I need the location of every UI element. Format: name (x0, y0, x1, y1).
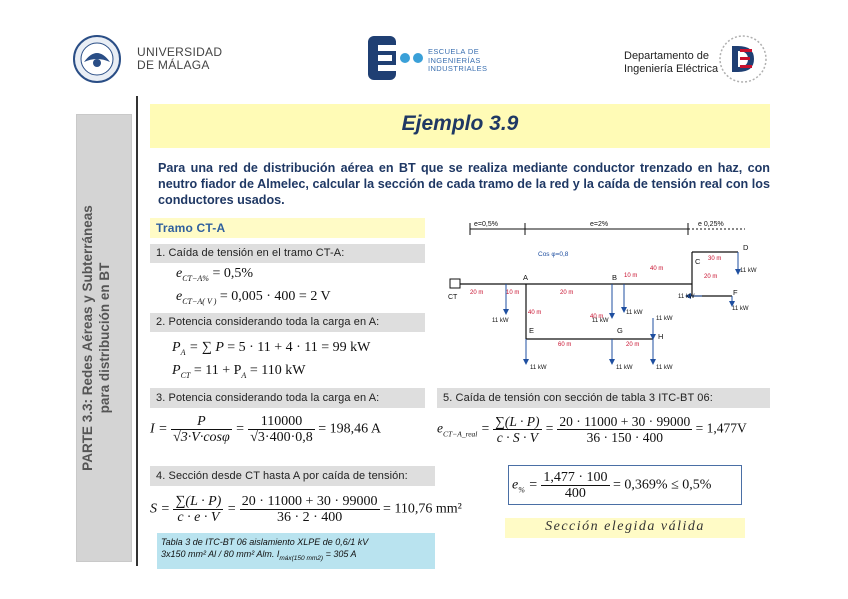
formula-section: S = $\frac{\sum(L \cdot P)}{c \cdot e \cdot V}$ = $\frac{20 \cdot 11000 + 30 \cdot 99000}{36 \cdot 2 \cdot 400}$ = 110,76 mm² (150, 494, 462, 525)
school-name: ESCUELA DE INGENIERÍAS INDUSTRIALES (428, 47, 488, 73)
drop-label-2: e=2% (590, 221, 609, 228)
formula-real-drop: $e_{CT-A\_real}$ = $\frac{\sum(L \cdot P)}{c \cdot S \cdot V}$ = $\frac{20 \cdot 11000 + 30 \cdot 99000}{36 \cdot 150 \cdot 400}$ = 1,477V (437, 414, 747, 445)
formula-power-ct: $P_{CT} = 11 + P_A = 110$ kW (172, 363, 306, 380)
node-f-label: F (733, 288, 738, 297)
load-label-2: 11 kW (626, 310, 643, 316)
department-name: Departamento de Ingeniería Eléctrica (624, 50, 719, 75)
dist-b-1: 10 m (624, 273, 638, 279)
tramo-heading: Tramo CT-A (150, 218, 425, 238)
dist-e-g-2: 60 m (558, 342, 572, 348)
node-d-label: D (743, 243, 749, 252)
dist-c-d: 30 m (708, 256, 722, 262)
node-b-label: B (612, 273, 618, 282)
load-label-6: 11 kW (656, 316, 673, 322)
node-a-label: A (523, 273, 529, 282)
load-label-10: 11 kW (732, 306, 749, 312)
formula-power-a: $P_A$ = ∑ P = 5 · 11 + 4 · 11 = 99 kW (172, 340, 371, 357)
node-ct-label: CT (448, 294, 458, 301)
escuela-ingenierias-logo-icon (368, 36, 424, 80)
step3-label: 3. Potencia considerando toda la carga en A: (150, 388, 425, 408)
formula-current: I = $\frac{P}{√3\cdot V\cdot\cos\varphi}$ = $\frac{110000}{√3\cdot 400\cdot 0,8}$ = 198,46 A (150, 414, 381, 445)
dist-a-b: 20 m (560, 290, 574, 296)
load-label-8: 11 kW (740, 268, 757, 274)
load-label-1: 11 kW (492, 318, 509, 324)
step5-label: 5. Caída de tensión con sección de tabla 3 ITC-BT 06: (437, 388, 770, 408)
departamento-seal-icon (718, 34, 768, 84)
node-e-label: E (529, 326, 535, 335)
ct-transformer (450, 279, 460, 288)
distribution-network-diagram (440, 214, 770, 380)
node-g-label: G (617, 326, 623, 335)
formula-e-volts: $e_{CT-A( V )} = 0,005 \cdot 400 = 2$ V (176, 289, 331, 306)
sidebar-divider (136, 96, 138, 566)
load-label-7: 11 kW (656, 365, 673, 371)
drop-label-1: e=0,5% (474, 221, 498, 228)
load-label-9: 11 kW (678, 294, 695, 300)
dist-e-g: 40 m (590, 314, 604, 320)
page-title: Ejemplo 3.9 (401, 112, 519, 135)
dist-a-e: 40 m (528, 310, 542, 316)
node-h-label: H (658, 332, 664, 341)
node-c-label: C (695, 257, 701, 266)
formula-verification: $e_{\%}$ = $\frac{1,477 \cdot 100}{400}$ = 0,369% ≤ 0,5% (512, 470, 712, 501)
step1-label: 1. Caída de tensión en el tramo CT-A: (150, 244, 425, 263)
step2-label: 2. Potencia considerando toda la carga en A: (150, 313, 425, 332)
load-label-5: 11 kW (616, 365, 633, 371)
power-factor-label: Cos φ=0,8 (538, 251, 569, 258)
load-label-3: 11 kW (530, 365, 547, 371)
table-reference-note: Tabla 3 de ITC-BT 06 aislamiento XLPE de 0,6/1 kV 3x150 mm² Al / 80 mm² Alm. $I_{máx(150 mm2)} = 305$ A (157, 533, 435, 569)
drop-label-3: e 0,25% (698, 221, 724, 228)
universidad-malaga-seal-icon (72, 34, 122, 84)
formula-e-percent: $e_{CT-A\%} = 0,5\%$ (176, 266, 254, 283)
sidebar-section-title: PARTE 3.3: Redes Aéreas y Subterráneas para distribución en BT (80, 205, 112, 471)
dist-ct-1: 20 m (470, 290, 484, 296)
dist-b-c: 40 m (650, 266, 664, 272)
problem-statement: Para una red de distribución aérea en BT que se realiza mediante conductor trenzado en haz, con neutro fiador de Almelec, calcular la sección de cada tramo de la red y la caída de tensión real con los conductores usados. (158, 161, 770, 207)
dist-g-h: 20 m (626, 342, 640, 348)
dist-c-f: 20 m (704, 274, 718, 280)
dist-ct-2: 10 m (506, 290, 520, 296)
university-name: UNIVERSIDAD DE MÁLAGA (137, 45, 223, 72)
load-label-4: 11 kW (592, 318, 609, 324)
step4-label: 4. Sección desde CT hasta A por caída de tensión: (150, 466, 435, 486)
valid-section-label: Sección elegida válida (505, 518, 745, 538)
